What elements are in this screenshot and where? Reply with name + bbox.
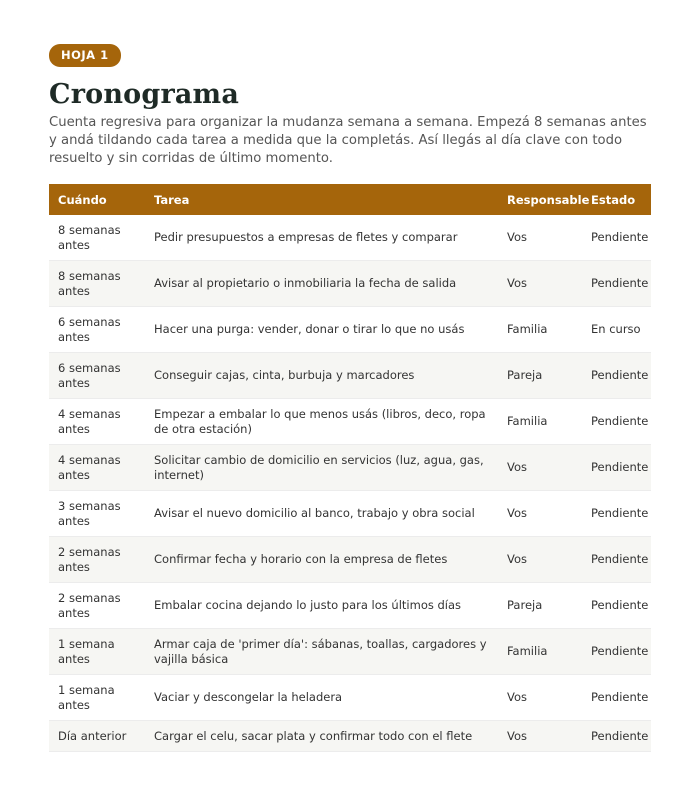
- cell-owner: Vos: [498, 445, 582, 491]
- cell-owner: Familia: [498, 629, 582, 675]
- cell-status: Pendiente: [582, 399, 651, 445]
- cell-when: 4 semanas antes: [49, 399, 145, 445]
- cell-status: Pendiente: [582, 445, 651, 491]
- cell-status: Pendiente: [582, 491, 651, 537]
- cell-status: En curso: [582, 307, 651, 353]
- cell-owner: Pareja: [498, 353, 582, 399]
- cell-owner: Pareja: [498, 583, 582, 629]
- table-row: [49, 629, 651, 675]
- table-row: [49, 445, 651, 491]
- cell-task: Pedir presupuestos a empresas de fletes y comparar: [145, 215, 498, 261]
- header-responsable: Responsable: [498, 184, 582, 215]
- cell-owner: Vos: [498, 215, 582, 261]
- cell-task: Conseguir cajas, cinta, burbuja y marcadores: [145, 353, 498, 399]
- cell-status: Pendiente: [582, 537, 651, 583]
- table-row: [49, 583, 651, 629]
- cell-when: 1 semana antes: [49, 675, 145, 721]
- cell-when: 2 semanas antes: [49, 537, 145, 583]
- cell-status: Pendiente: [582, 583, 651, 629]
- table-row: [49, 537, 651, 583]
- table-row: [49, 353, 651, 399]
- cell-when: 2 semanas antes: [49, 583, 145, 629]
- cell-task: Cargar el celu, sacar plata y confirmar todo con el flete: [145, 721, 498, 752]
- header-row: [49, 184, 651, 215]
- header-cuando: Cuándo: [49, 184, 145, 215]
- cell-when: 8 semanas antes: [49, 261, 145, 307]
- cell-task: Solicitar cambio de domicilio en servicios (luz, agua, gas, internet): [145, 445, 498, 491]
- cell-owner: Vos: [498, 675, 582, 721]
- table-body: [49, 215, 651, 752]
- cell-status: Pendiente: [582, 675, 651, 721]
- cell-task: Empezar a embalar lo que menos usás (libros, deco, ropa de otra estación): [145, 399, 498, 445]
- cell-when: Día anterior: [49, 721, 145, 752]
- table-row: [49, 491, 651, 537]
- cell-when: 6 semanas antes: [49, 307, 145, 353]
- cell-owner: Familia: [498, 399, 582, 445]
- header-estado: Estado: [582, 184, 651, 215]
- cell-owner: Familia: [498, 307, 582, 353]
- page-title: Cronograma: [49, 79, 240, 110]
- cell-owner: Vos: [498, 261, 582, 307]
- cell-when: 1 semana antes: [49, 629, 145, 675]
- cell-when: 8 semanas antes: [49, 215, 145, 261]
- cell-when: 6 semanas antes: [49, 353, 145, 399]
- cell-status: Pendiente: [582, 215, 651, 261]
- cell-task: Hacer una purga: vender, donar o tirar lo que no usás: [145, 307, 498, 353]
- table-row: [49, 399, 651, 445]
- header-tarea: Tarea: [145, 184, 498, 215]
- cell-owner: Vos: [498, 721, 582, 752]
- schedule-table: [49, 184, 651, 752]
- cell-when: 3 semanas antes: [49, 491, 145, 537]
- cell-task: Vaciar y descongelar la heladera: [145, 675, 498, 721]
- sheet-badge: HOJA 1: [49, 44, 121, 67]
- table-row: [49, 675, 651, 721]
- table-row: [49, 215, 651, 261]
- cell-task: Avisar el nuevo domicilio al banco, trabajo y obra social: [145, 491, 498, 537]
- table-row: [49, 261, 651, 307]
- table-row: [49, 307, 651, 353]
- cell-status: Pendiente: [582, 721, 651, 752]
- cell-status: Pendiente: [582, 261, 651, 307]
- cell-status: Pendiente: [582, 353, 651, 399]
- table-header: [49, 184, 651, 215]
- cell-task: Embalar cocina dejando lo justo para los últimos días: [145, 583, 498, 629]
- cell-owner: Vos: [498, 491, 582, 537]
- intro-text: Cuenta regresiva para organizar la mudanza semana a semana. Empezá 8 semanas antes y andá tildando cada tarea a medida que la completás. Así llegás al día clave con todo resuelto y sin corridas de último momento.: [49, 115, 647, 166]
- cell-status: Pendiente: [582, 629, 651, 675]
- cell-task: Armar caja de 'primer día': sábanas, toallas, cargadores y vajilla básica: [145, 629, 498, 675]
- table-row: [49, 721, 651, 752]
- cell-task: Confirmar fecha y horario con la empresa de fletes: [145, 537, 498, 583]
- cell-task: Avisar al propietario o inmobiliaria la fecha de salida: [145, 261, 498, 307]
- cell-when: 4 semanas antes: [49, 445, 145, 491]
- cell-owner: Vos: [498, 537, 582, 583]
